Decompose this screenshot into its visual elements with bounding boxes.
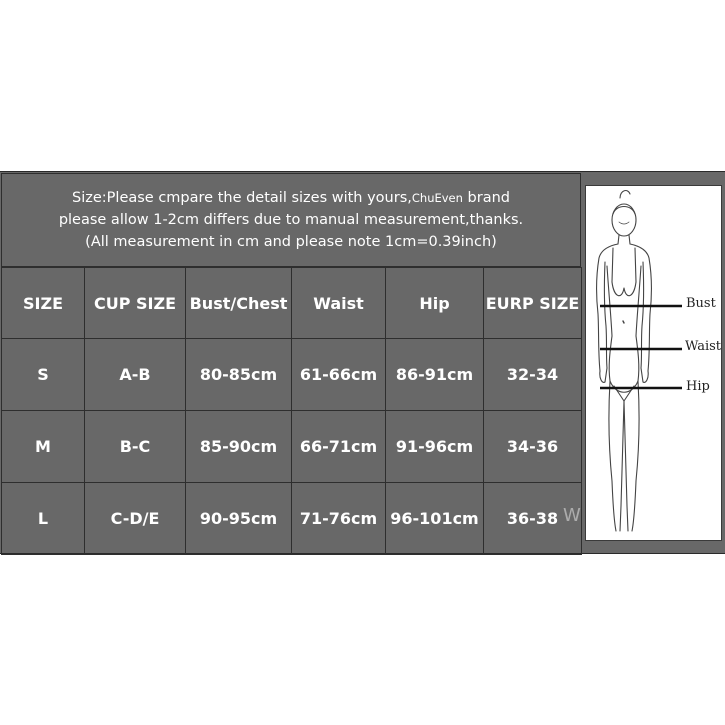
cell-size: M	[2, 411, 85, 483]
cell-eurp-size: 32-34	[484, 339, 582, 411]
cell-cup-size: B-C	[85, 411, 186, 483]
bust-label: Bust	[686, 296, 716, 311]
notice-line-1-suffix: brand	[462, 190, 510, 206]
table-row	[2, 411, 582, 483]
size-notice	[1, 173, 581, 267]
cell-eurp-size: 36-38	[484, 483, 582, 555]
cell-cup-size: C-D/E	[85, 483, 186, 555]
cell-waist: 61-66cm	[292, 339, 386, 411]
cell-waist: 71-76cm	[292, 483, 386, 555]
cell-bust-chest: 85-90cm	[186, 411, 292, 483]
cell-waist: 66-71cm	[292, 411, 386, 483]
header-cup-size: CUP SIZE	[85, 268, 186, 339]
notice-line-2: please allow 1-2cm differs due to manual measurement,thanks.	[58, 212, 524, 228]
table-row	[2, 339, 582, 411]
body-measurement-figure	[585, 185, 722, 541]
brand-name: ChuEven	[411, 191, 463, 205]
cell-eurp-size: 34-36	[484, 411, 582, 483]
cell-size: L	[2, 483, 85, 555]
size-chart	[0, 171, 725, 554]
header-eurp-size: EURP SIZE	[484, 268, 582, 339]
hip-label: Hip	[686, 379, 710, 394]
waist-label: Waist	[685, 339, 722, 354]
header-waist: Waist	[292, 268, 386, 339]
cell-hip: 91-96cm	[386, 411, 484, 483]
notice-line-3: (All measurement in cm and please note 1cm=0.39inch)	[85, 234, 497, 250]
watermark: W	[563, 505, 582, 526]
cell-hip: 86-91cm	[386, 339, 484, 411]
header-bust-chest: Bust/Chest	[186, 268, 292, 339]
cell-cup-size: A-B	[85, 339, 186, 411]
size-table	[1, 267, 582, 555]
header-size: SIZE	[2, 268, 85, 339]
cell-size: S	[2, 339, 85, 411]
cell-bust-chest: 90-95cm	[186, 483, 292, 555]
female-figure-illustration	[586, 186, 722, 541]
table-header-row	[2, 268, 582, 339]
header-hip: Hip	[386, 268, 484, 339]
cell-bust-chest: 80-85cm	[186, 339, 292, 411]
cell-hip: 96-101cm	[386, 483, 484, 555]
notice-line-1	[72, 187, 510, 209]
notice-line-1-prefix: Size:Please cmpare the detail sizes with yours,	[72, 190, 412, 206]
table-row	[2, 483, 582, 555]
